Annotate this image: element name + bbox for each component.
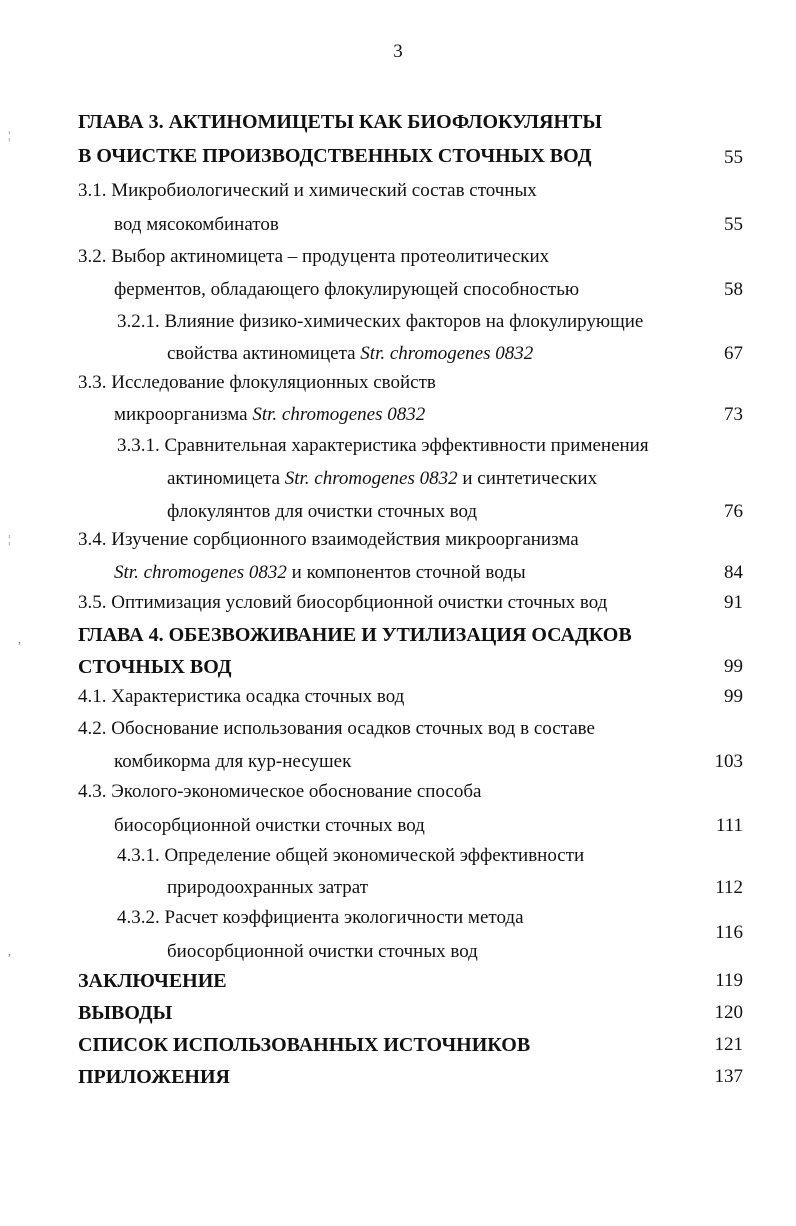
toc-section-3-4-line-2 (114, 562, 526, 584)
toc-section-3-2-1-line-2 (167, 343, 533, 365)
toc-section-3-5-line-1: 3.5. Оптимизация условий биосорбционной очистки сточных вод (78, 592, 608, 613)
toc-section-4-3-2-line-1: 4.3.2. Расчет коэффициента экологичности метода (117, 907, 524, 928)
toc-section-3-2-line-2: ферментов, обладающего флокулирующей способностью (114, 279, 580, 300)
toc-section-4-3-line-2: биосорбционной очистки сточных вод (114, 815, 425, 836)
toc-conclusion-page: 119 (715, 970, 743, 991)
toc-section-3-1-line-1: 3.1. Микробиологический и химический состав сточных (78, 180, 537, 201)
toc-section-3-3-1-strain: Str. chromogenes 0832 (284, 468, 458, 489)
toc-chapter-4-title-line-1: ГЛАВА 4. ОБЕЗВОЖИВАНИЕ И УТИЛИЗАЦИЯ ОСАДКОВ (78, 624, 632, 646)
toc-section-3-4-line-1: 3.4. Изучение сорбционного взаимодействия микроорганизма (78, 529, 579, 550)
toc-section-4-3-2-page: 116 (715, 922, 743, 943)
toc-section-3-3-1-line-2 (167, 468, 597, 490)
toc-references-page: 121 (714, 1034, 743, 1055)
scan-mark: , (8, 944, 11, 958)
toc-section-4-3-2-line-2: биосорбционной очистки сточных вод (167, 941, 478, 962)
toc-section-3-3-page: 73 (724, 404, 743, 425)
toc-section-3-2-1-text: свойства актиномицета (167, 343, 361, 364)
toc-section-4-2-line-1: 4.2. Обоснование использования осадков сточных вод в составе (78, 718, 595, 739)
toc-references: СПИСОК ИСПОЛЬЗОВАННЫХ ИСТОЧНИКОВ (78, 1034, 531, 1056)
toc-section-4-3-1-line-2: природоохранных затрат (167, 877, 368, 898)
toc-section-3-3-1-text-b: и синтетических (457, 468, 598, 489)
toc-section-3-3-1-text-a: актиномицета (167, 468, 285, 489)
toc-outputs: ВЫВОДЫ (78, 1002, 173, 1024)
toc-section-3-1-line-2: вод мясокомбинатов (114, 214, 279, 235)
toc-section-3-2-1-page: 67 (724, 343, 743, 364)
toc-section-4-3-1-line-1: 4.3.1. Определение общей экономической эффективности (117, 845, 585, 866)
toc-chapter-4-title-line-2: СТОЧНЫХ ВОД (78, 656, 232, 678)
toc-section-3-5-page: 91 (724, 592, 743, 613)
toc-section-4-2-page: 103 (714, 751, 743, 772)
toc-section-3-3-1-page: 76 (724, 501, 743, 522)
toc-section-4-1-line-1: 4.1. Характеристика осадка сточных вод (78, 686, 405, 707)
toc-section-4-1-page: 99 (724, 686, 743, 707)
toc-section-3-3-line-2 (114, 404, 425, 426)
toc-chapter-3-title-line-2: В ОЧИСТКЕ ПРОИЗВОДСТВЕННЫХ СТОЧНЫХ ВОД (78, 145, 592, 167)
scan-mark: ¦ (8, 128, 11, 142)
toc-section-4-3-1-page: 112 (715, 877, 743, 898)
toc-section-3-2-line-1: 3.2. Выбор актиномицета – продуцента протеолитических (78, 246, 550, 267)
toc-section-3-3-1-line-1: 3.3.1. Сравнительная характеристика эффективности применения (117, 435, 649, 456)
toc-section-3-3-1-line-3: флокулянтов для очистки сточных вод (167, 501, 478, 522)
scan-mark: , (18, 632, 21, 646)
toc-section-3-4-strain: Str. chromogenes 0832 (114, 562, 287, 583)
toc-section-4-2-line-2: комбикорма для кур-несушек (114, 751, 352, 772)
toc-chapter-3-page: 55 (724, 147, 743, 168)
toc-section-3-4-page: 84 (724, 562, 743, 583)
toc-chapter-4-page: 99 (724, 656, 743, 677)
toc-section-4-3-line-1: 4.3. Эколого-экономическое обоснование способа (78, 781, 482, 802)
toc-section-3-3-text: микроорганизма (114, 404, 253, 425)
page-number: 3 (393, 41, 403, 62)
toc-appendices: ПРИЛОЖЕНИЯ (78, 1066, 230, 1088)
toc-section-3-4-text: и компонентов сточной воды (286, 562, 526, 583)
toc-outputs-page: 120 (714, 1002, 743, 1023)
toc-section-3-2-page: 58 (724, 279, 743, 300)
toc-conclusion: ЗАКЛЮЧЕНИЕ (78, 970, 227, 992)
toc-section-4-3-page: 111 (715, 815, 743, 836)
scan-mark: ¦ (8, 532, 11, 546)
toc-chapter-3-title-line-1: ГЛАВА 3. АКТИНОМИЦЕТЫ КАК БИОФЛОКУЛЯНТЫ (78, 111, 603, 133)
toc-appendices-page: 137 (714, 1066, 743, 1087)
toc-section-3-2-1-line-1: 3.2.1. Влияние физико-химических факторов на флокулирующие (117, 311, 644, 332)
toc-section-3-3-strain: Str. chromogenes 0832 (252, 404, 426, 425)
toc-section-3-3-line-1: 3.3. Исследование флокуляционных свойств (78, 372, 436, 393)
toc-section-3-1-page: 55 (724, 214, 743, 235)
toc-section-3-2-1-strain: Str. chromogenes 0832 (360, 343, 534, 364)
